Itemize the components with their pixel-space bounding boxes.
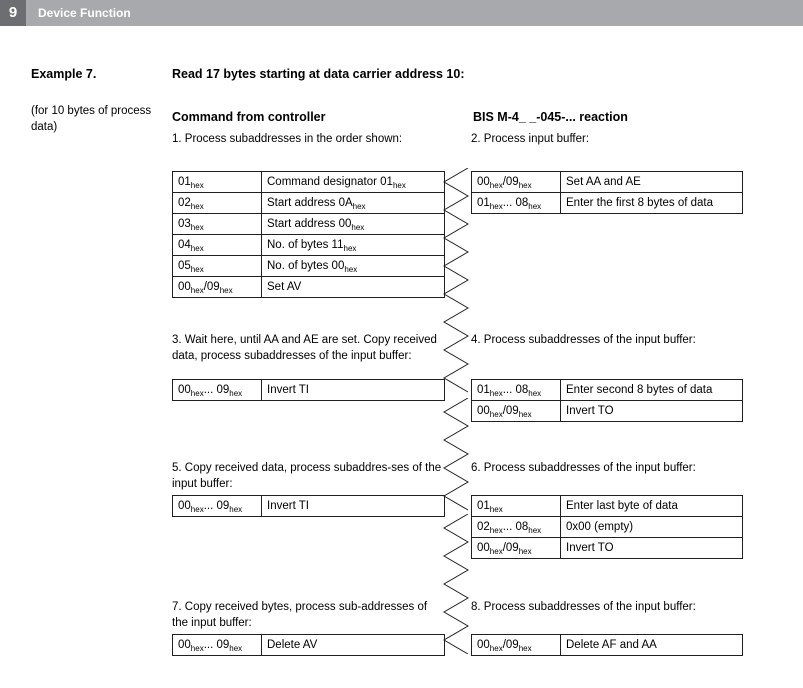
column-heading-command: Command from controller xyxy=(172,110,326,124)
table-row xyxy=(472,517,743,538)
table-reaction-3 xyxy=(471,495,743,559)
cell-address: $04_{hex}$ xyxy=(173,235,262,256)
cell-description: Delete AF and AA xyxy=(561,635,743,656)
cell-description: Command designator $01_{hex}$ xyxy=(262,172,445,193)
table-row xyxy=(173,193,445,214)
table-command-2 xyxy=(172,379,445,401)
cell-description: Invert TO xyxy=(561,538,743,559)
step-text-7: 7. Copy received bytes, process sub-addresses of the input buffer: xyxy=(172,601,428,629)
table-row xyxy=(173,172,445,193)
table-reaction-2 xyxy=(471,379,743,422)
cell-address: $00_{hex}/09_{hex}$ xyxy=(472,172,561,193)
cell-description: Enter second 8 bytes of data xyxy=(561,380,743,401)
cell-address: $00_{hex}$... $09_{hex}$ xyxy=(173,496,262,517)
cell-description: No. of bytes $11_{hex}$ xyxy=(262,235,445,256)
cell-description: 0x00 (empty) xyxy=(561,517,743,538)
cell-description: Invert TI xyxy=(262,380,445,401)
cell-description: Invert TO xyxy=(561,401,743,422)
cell-address: $01_{hex}$... $08_{hex}$ xyxy=(472,380,561,401)
cell-address: $03_{hex}$ xyxy=(173,214,262,235)
table-reaction-4 xyxy=(471,634,743,656)
step-text-2: 2. Process input buffer: xyxy=(471,133,590,145)
table-row xyxy=(173,277,445,298)
cell-description: Start address $00_{hex}$ xyxy=(262,214,445,235)
cell-address: $00_{hex}/09_{hex}$ xyxy=(472,401,561,422)
cell-description: Set AV xyxy=(262,277,445,298)
column-heading-reaction: BIS M-4_ _-045-... reaction xyxy=(473,110,628,124)
page-header xyxy=(0,0,803,26)
table-row xyxy=(472,496,743,517)
table-row xyxy=(472,380,743,401)
cell-description: Enter last byte of data xyxy=(561,496,743,517)
cell-address: $02_{hex}$ xyxy=(173,193,262,214)
step-text-5: 5. Copy received data, process subaddres-ses of the input buffer: xyxy=(172,462,442,490)
cell-description: Delete AV xyxy=(262,635,445,656)
cell-description: Set AA and AE xyxy=(561,172,743,193)
cell-description: Enter the first 8 bytes of data xyxy=(561,193,743,214)
table-row xyxy=(472,193,743,214)
cell-address: $00_{hex}/09_{hex}$ xyxy=(472,538,561,559)
table-row xyxy=(173,380,445,401)
cell-address: $01_{hex}$ xyxy=(472,496,561,517)
example-label: Example 7. xyxy=(31,67,97,81)
step-text-3: 3. Wait here, until AA and AE are set. Copy received data, process subaddresses of the input buffer: xyxy=(172,334,437,362)
example-subtitle: (for 10 bytes of process data) xyxy=(31,105,152,133)
step-text-6: 6. Process subaddresses of the input buffer: xyxy=(471,462,696,474)
table-row xyxy=(173,214,445,235)
table-row xyxy=(173,235,445,256)
table-row xyxy=(472,172,743,193)
table-row xyxy=(173,635,445,656)
table-row xyxy=(173,496,445,517)
table-command-3 xyxy=(172,495,445,517)
table-row xyxy=(472,538,743,559)
cell-address: $00_{hex}/09_{hex}$ xyxy=(173,277,262,298)
cell-description: Invert TI xyxy=(262,496,445,517)
cell-address: $00_{hex}$... $09_{hex}$ xyxy=(173,380,262,401)
cell-address: $05_{hex}$ xyxy=(173,256,262,277)
chapter-number: 9 xyxy=(0,0,26,26)
cell-address: $00_{hex}$... $09_{hex}$ xyxy=(173,635,262,656)
header-title: Device Function xyxy=(26,0,803,26)
cell-address: $00_{hex}/09_{hex}$ xyxy=(472,635,561,656)
cell-address: $01_{hex}$ xyxy=(173,172,262,193)
zigzag-connector-3 xyxy=(438,514,474,654)
step-text-1: 1. Process subaddresses in the order shown: xyxy=(172,133,403,145)
step-text-8: 8. Process subaddresses of the input buffer: xyxy=(471,601,696,613)
cell-description: Start address $0A_{hex}$ xyxy=(262,193,445,214)
table-command-4 xyxy=(172,634,445,656)
cell-description: No. of bytes $00_{hex}$ xyxy=(262,256,445,277)
table-row xyxy=(472,635,743,656)
table-command-1 xyxy=(172,171,445,298)
cell-address: $01_{hex}$... $08_{hex}$ xyxy=(472,193,561,214)
table-row xyxy=(173,256,445,277)
table-reaction-1 xyxy=(471,171,743,214)
cell-address: $02_{hex}$... $08_{hex}$ xyxy=(472,517,561,538)
step-text-4: 4. Process subaddresses of the input buffer: xyxy=(471,334,696,346)
page-title: Read 17 bytes starting at data carrier address 10: xyxy=(172,67,465,81)
table-row xyxy=(472,401,743,422)
